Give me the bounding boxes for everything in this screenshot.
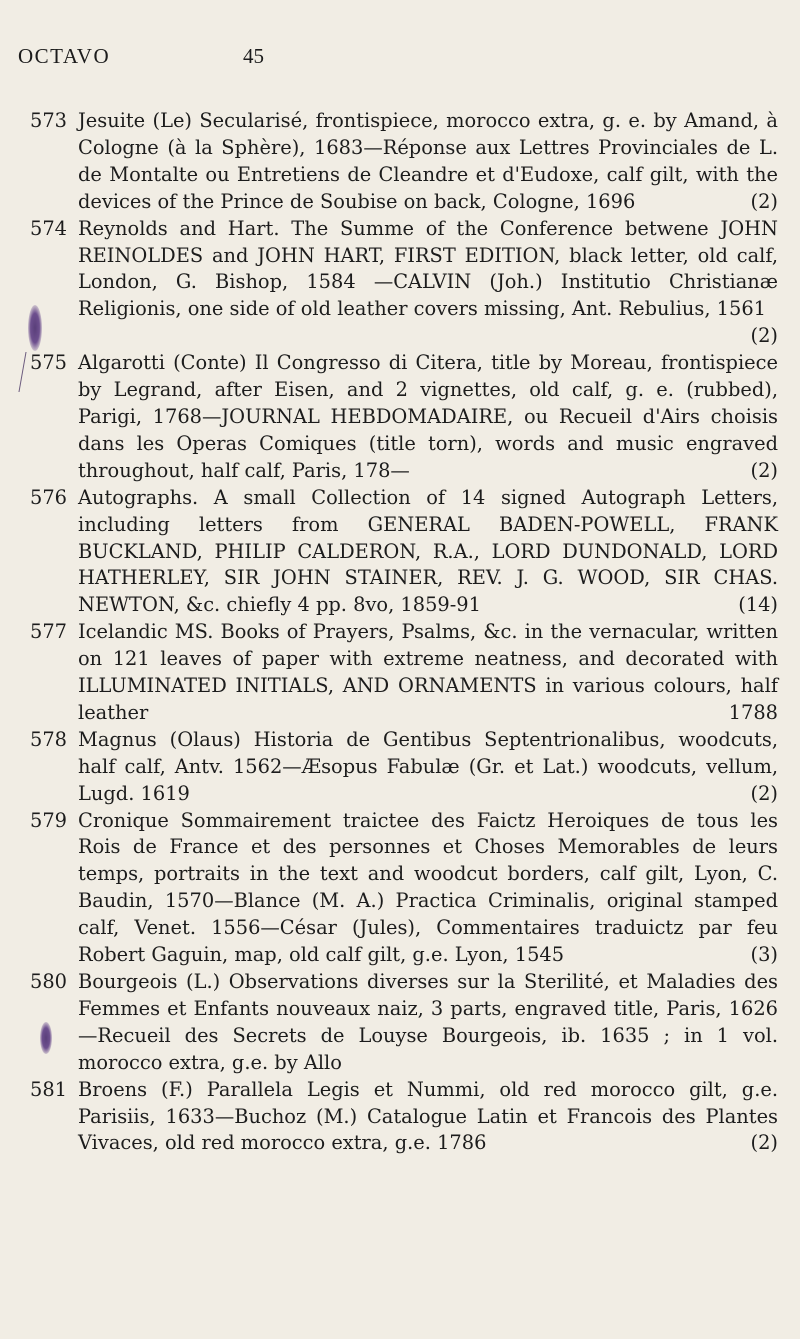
lot-quantity: (2)	[750, 781, 778, 805]
lot-description-wrap	[78, 619, 778, 727]
lot-number: 581	[30, 1077, 68, 1101]
lot-description: Magnus (Olaus) Historia de Gentibus Septentrionalibus, woodcuts, half calf, Antv. 1562—Æsopus Fabulæ (Gr. et Lat.) woodcuts, vellum, Lugd. 1619	[78, 727, 778, 805]
lot-description-wrap	[78, 1077, 778, 1158]
lot-description: Reynolds and Hart. The Summe of the Conference betwene JOHN REINOLDES and JOHN HART, FIRST EDITION, black letter, old calf, London, G. Bishop, 1584 —CALVIN (Joh.) Institutio Christianæ Religionis, one side of old leather covers missing, Ant. Rebulius, 1561	[78, 216, 778, 321]
lot-description-wrap	[78, 969, 778, 1077]
lot-number: 576	[30, 485, 68, 509]
lot-description-wrap	[78, 216, 778, 348]
lot-description: Bourgeois (L.) Observations diverses sur la Sterilité, et Maladies des Femmes et Enfants nouveaux naiz, 3 parts, engraved title, Paris, 1626—Recueil des Secrets de Louyse Bourgeois, ib. 1635 ; in 1 vol. morocco extra, g.e. by Allo	[78, 970, 778, 1074]
lot-quantity: (3)	[750, 943, 778, 967]
lot-entry	[30, 350, 778, 485]
lot-description: Icelandic MS. Books of Prayers, Psalms, &c. in the vernacular, written on 121 leaves of paper with extreme neatness, and decorated with ILLUMINATED INITIALS, AND ORNAMENTS in various colours, half leather	[78, 620, 778, 724]
lot-description-wrap	[78, 727, 778, 808]
lot-description: Cronique Sommairement traictee des Faictz Heroiques de tous les Rois de France et des personnes et Choses Memorables de leurs temps, portraits in the text and woodcut borders, calf gilt, Lyon, C. Baudin, 1570—Blance (M. A.) Practica Criminalis, original stamped calf, Venet. 1556—César (Jules), Commentaires traduictz par feu Robert Gaguin, map, old calf gilt, g.e. Lyon, 1545	[78, 808, 778, 967]
lot-entry	[30, 485, 778, 620]
section-title: OCTAVO	[18, 44, 111, 68]
lot-entry	[30, 727, 778, 808]
lot-description-wrap	[78, 808, 778, 969]
lot-entry	[30, 619, 778, 727]
lot-number: 573	[30, 109, 68, 132]
lot-quantity: (2)	[750, 458, 778, 482]
running-head	[18, 44, 778, 74]
lot-entry	[30, 808, 778, 969]
lot-description-wrap	[78, 350, 778, 485]
lot-entry	[30, 969, 778, 1077]
lot-number: 574	[30, 216, 68, 240]
lot-number: 575	[30, 351, 68, 375]
lot-description: Algarotti (Conte) Il Congresso di Citera, title by Moreau, frontispiece by Legrand, after Eisen, and 2 vignettes, old calf, g. e. (rubbed), Parigi, 1768—JOURNAL HEBDOMADAIRE, ou Recueil d'Airs choisis dans les Operas Comiques (title torn), words and music engraved throughout, half calf, Paris, 178—	[78, 351, 778, 482]
lot-description: Autographs. A small Collection of 14 signed Autograph Letters, including letters from GENERAL BADEN-POWELL, FRANK BUCKLAND, PHILIP CALDERON, R.A., LORD DUNDONALD, LORD HATHERLEY, SIR JOHN STAINER, REV. J. G. WOOD, SIR CHAS. NEWTON, &c. chiefly 4 pp. 8vo, 1859-91	[78, 485, 778, 617]
lot-quantity: (14)	[738, 593, 778, 617]
lot-year: 1788	[728, 700, 778, 724]
lot-list	[30, 108, 778, 1157]
page-number: 45	[243, 44, 264, 68]
lot-description: Broens (F.) Parallela Legis et Nummi, old red morocco gilt, g.e. Parisiis, 1633—Buchoz (M.) Catalogue Latin et Francois des Plantes Vivaces, old red morocco extra, g.e. 1786	[78, 1077, 778, 1155]
lot-description: Jesuite (Le) Secularisé, frontispiece, morocco extra, g. e. by Amand, à Cologne (à la Sphère), 1683—Réponse aux Lettres Provinciales de L. de Montalte ou Entretiens de Cleandre et d'Eudoxe, calf gilt, with the devices of the Prince de Soubise on back, Cologne, 1696	[78, 109, 778, 213]
lot-quantity: (2)	[750, 1131, 778, 1155]
lot-description-wrap	[78, 108, 778, 216]
lot-entry	[30, 1077, 778, 1158]
lot-quantity: (2)	[750, 189, 778, 213]
lot-description-wrap	[78, 485, 778, 620]
lot-number: 579	[30, 808, 68, 832]
lot-entry	[30, 108, 778, 216]
lot-entry	[30, 216, 778, 351]
lot-number: 578	[30, 727, 68, 751]
lot-number: 580	[30, 970, 68, 993]
lot-number: 577	[30, 620, 68, 644]
lot-quantity: (2)	[750, 324, 778, 348]
